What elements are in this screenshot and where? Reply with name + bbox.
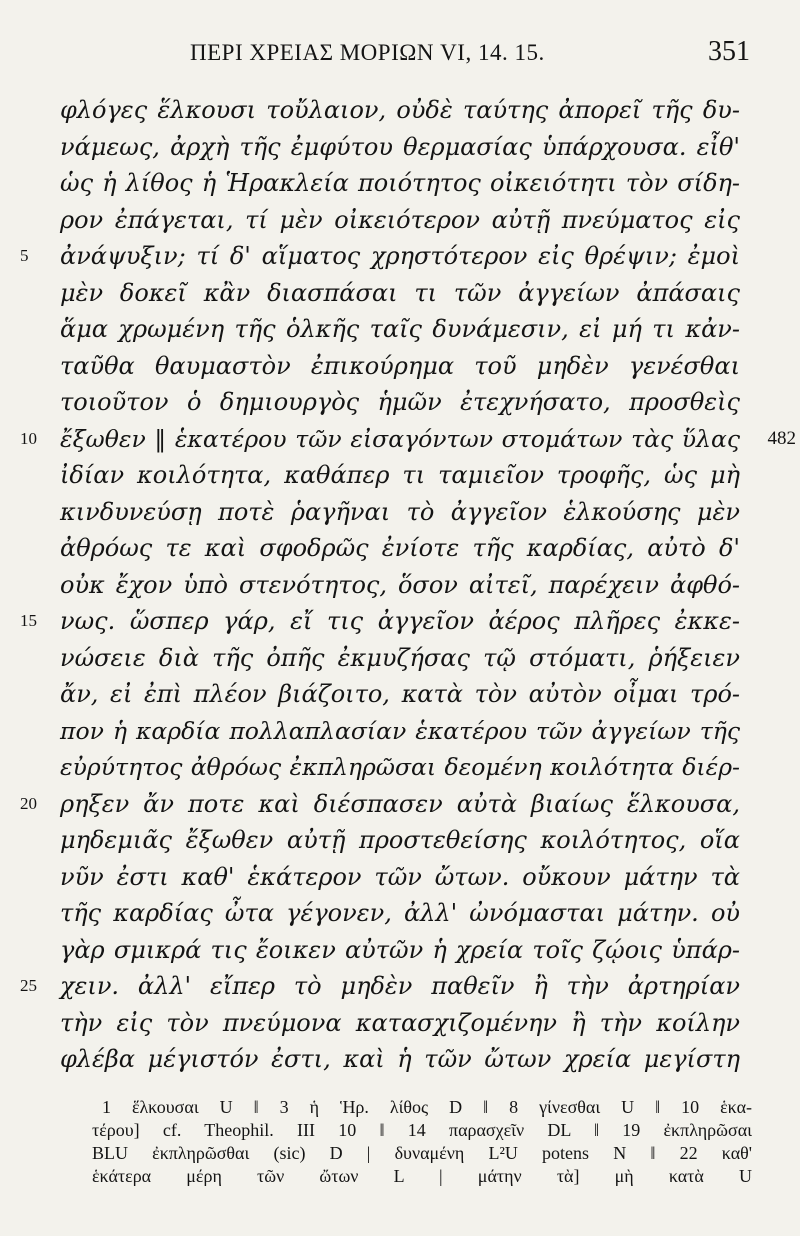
line-text: ἰδίαν κοιλότητα, καθάπερ τι ταμιεῖον τροφῆς, ὡς μὴ — [60, 461, 740, 489]
text-line — [20, 421, 796, 458]
line-text: τῆς καρδίας ὦτα γέγονεν, ἀλλ' ὠνόμασται μάτην. οὐ — [60, 899, 740, 927]
line-text: εὐρύτητος ἀθρόως ἐκπληρῶσαι δεομένη κοιλότητα διέρ- — [60, 753, 740, 781]
apparatus-line: τέρου] cf. Theophil. III 10 ‖ 14 παρασχεῖν DL ‖ 19 ἐκπληρῶσαι — [92, 1120, 752, 1140]
text-line — [60, 932, 740, 969]
line-text: κινδυνεύσῃ ποτὲ ῥαγῆναι τὸ ἀγγεῖον ἑλκούσης μὲν — [60, 497, 740, 526]
apparatus-line: BLU ἐκπληρῶσθαι (sic) D | δυναμένη L²U potens N ‖ 22 καθ' — [92, 1143, 752, 1163]
text-line — [20, 968, 740, 1005]
line-text: ἔξωθεν ‖ ἑκατέρου τῶν εἰσαγόντων στομάτων τὰς ὕλας — [60, 424, 740, 453]
text-line — [60, 676, 740, 713]
line-text: ρηξεν ἄν ποτε καὶ διέσπασεν αὐτὰ βιαίως ἕλκουσα, — [60, 789, 740, 818]
critical-apparatus — [92, 1096, 752, 1188]
apparatus-line: ἑκάτερα μέρη τῶν ὤτων L | μάτην τὰ] μὴ κατὰ U — [92, 1166, 752, 1186]
line-number: 10 — [20, 428, 37, 448]
line-text: πον ἡ καρδία πολλαπλασίαν ἑκατέρου τῶν ἀγγείων τῆς — [60, 716, 740, 745]
text-line — [60, 92, 740, 129]
text-line — [60, 530, 740, 567]
text-line — [60, 1005, 740, 1042]
line-text: χειν. ἀλλ' εἴπερ τὸ μηδὲν παθεῖν ἢ τὴν ἀρτηρίαν — [60, 972, 740, 1000]
text-line — [60, 494, 740, 531]
text-line — [60, 457, 740, 494]
text-line — [60, 713, 740, 750]
text-line — [60, 567, 740, 604]
line-text: νως. ὥσπερ γάρ, εἴ τις ἀγγεῖον ἀέρος πλῆρες ἐκκε- — [60, 607, 740, 635]
text-line — [60, 895, 740, 932]
page-header — [170, 36, 750, 72]
line-number: 5 — [20, 246, 29, 265]
line-text: ἀνάψυξιν; τί δ' αἵματος χρηστότερον εἰς θρέψιν; ἐμοὶ — [60, 242, 740, 270]
margin-reference: 482 — [767, 427, 796, 449]
text-line — [60, 749, 740, 786]
line-text: ἀθρόως τε καὶ σφοδρῶς ἐνίοτε τῆς καρδίας, αὐτὸ δ' — [60, 534, 740, 562]
line-text: νῦν ἐστι καθ' ἑκάτερον τῶν ὤτων. οὔκουν μάτην τὰ — [60, 862, 740, 891]
line-number: 20 — [20, 793, 37, 813]
line-number: 15 — [20, 611, 37, 630]
apparatus-line: 1 ἕλκουσαι U ‖ 3 ἡ Ἡρ. λίθος D ‖ 8 γίνεσθαι U ‖ 10 ἑκα- — [102, 1097, 752, 1117]
text-line — [60, 1041, 740, 1078]
line-text: γὰρ σμικρά τις ἔοικεν αὐτῶν ἡ χρεία τοῖς ζῴοις ὑπάρ- — [60, 935, 740, 964]
text-line — [60, 348, 740, 385]
line-text: νάμεως, ἀρχὴ τῆς ἐμφύτου θερμασίας ὑπάρχουσα. εἶθ' — [60, 132, 740, 161]
line-text: φλέβα μέγιστόν ἐστι, καὶ ἡ τῶν ὤτων χρεία μεγίστη — [60, 1045, 740, 1073]
text-line — [60, 275, 740, 312]
line-text: τοιοῦτον ὁ δημιουργὸς ἡμῶν ἐτεχνήσατο, προσθεὶς — [60, 388, 740, 416]
line-text: ἄν, εἰ ἐπὶ πλέον βιάζοιτο, κατὰ τὸν αὐτὸν οἶμαι τρό- — [60, 680, 740, 708]
line-text: ταῦθα θαυμαστὸν ἐπικούρημα τοῦ μηδὲν γενέσθαι — [60, 351, 740, 380]
line-text: φλόγες ἕλκουσι τοὔλαιον, οὐδὲ ταύτης ἀπορεῖ τῆς δυ- — [60, 96, 740, 124]
line-text: νώσειε διὰ τῆς ὀπῆς ἐκμυζήσας τῷ στόματι, ῥήξειεν — [60, 643, 740, 672]
line-text: μὲν δοκεῖ κἂν διασπάσαι τι τῶν ἀγγείων ἀπάσαις — [60, 278, 740, 307]
text-line — [60, 202, 740, 239]
text-line — [60, 859, 740, 896]
text-line — [20, 786, 740, 823]
line-number: 25 — [20, 976, 37, 995]
line-text: ἅμα χρωμένη τῆς ὁλκῆς ταῖς δυνάμεσιν, εἰ μή τι κἀν- — [60, 315, 740, 343]
text-line — [60, 384, 740, 421]
text-line — [60, 822, 740, 859]
line-text: οὐκ ἔχον ὑπὸ στενότητος, ὅσον αἰτεῖ, παρέχειν ἀφθό- — [60, 570, 740, 599]
main-text-block — [20, 92, 796, 1078]
line-text: μηδεμιᾶς ἔξωθεν αὐτῇ προστεθείσης κοιλότητος, οἵα — [60, 826, 740, 854]
line-text: τὴν εἰς τὸν πνεύμονα κατασχιζομένην ἢ τὴν κοίλην — [60, 1008, 740, 1037]
running-title: ΠΕΡΙ ΧΡΕΙΑΣ ΜΟΡΙΩΝ VI, 14. 15. — [190, 40, 545, 65]
text-line — [20, 238, 740, 275]
text-line — [60, 640, 740, 677]
text-line — [20, 603, 740, 640]
text-line — [60, 311, 740, 348]
line-text: ὡς ἡ λίθος ἡ Ἡρακλεία ποιότητος οἰκειότητι τὸν σίδη- — [60, 169, 740, 197]
line-text: ρον ἐπάγεται, τί μὲν οἰκειότερον αὐτῇ πνεύματος εἰς — [60, 205, 740, 234]
page-number: 351 — [708, 36, 750, 67]
text-line — [60, 129, 740, 166]
text-line — [60, 165, 740, 202]
